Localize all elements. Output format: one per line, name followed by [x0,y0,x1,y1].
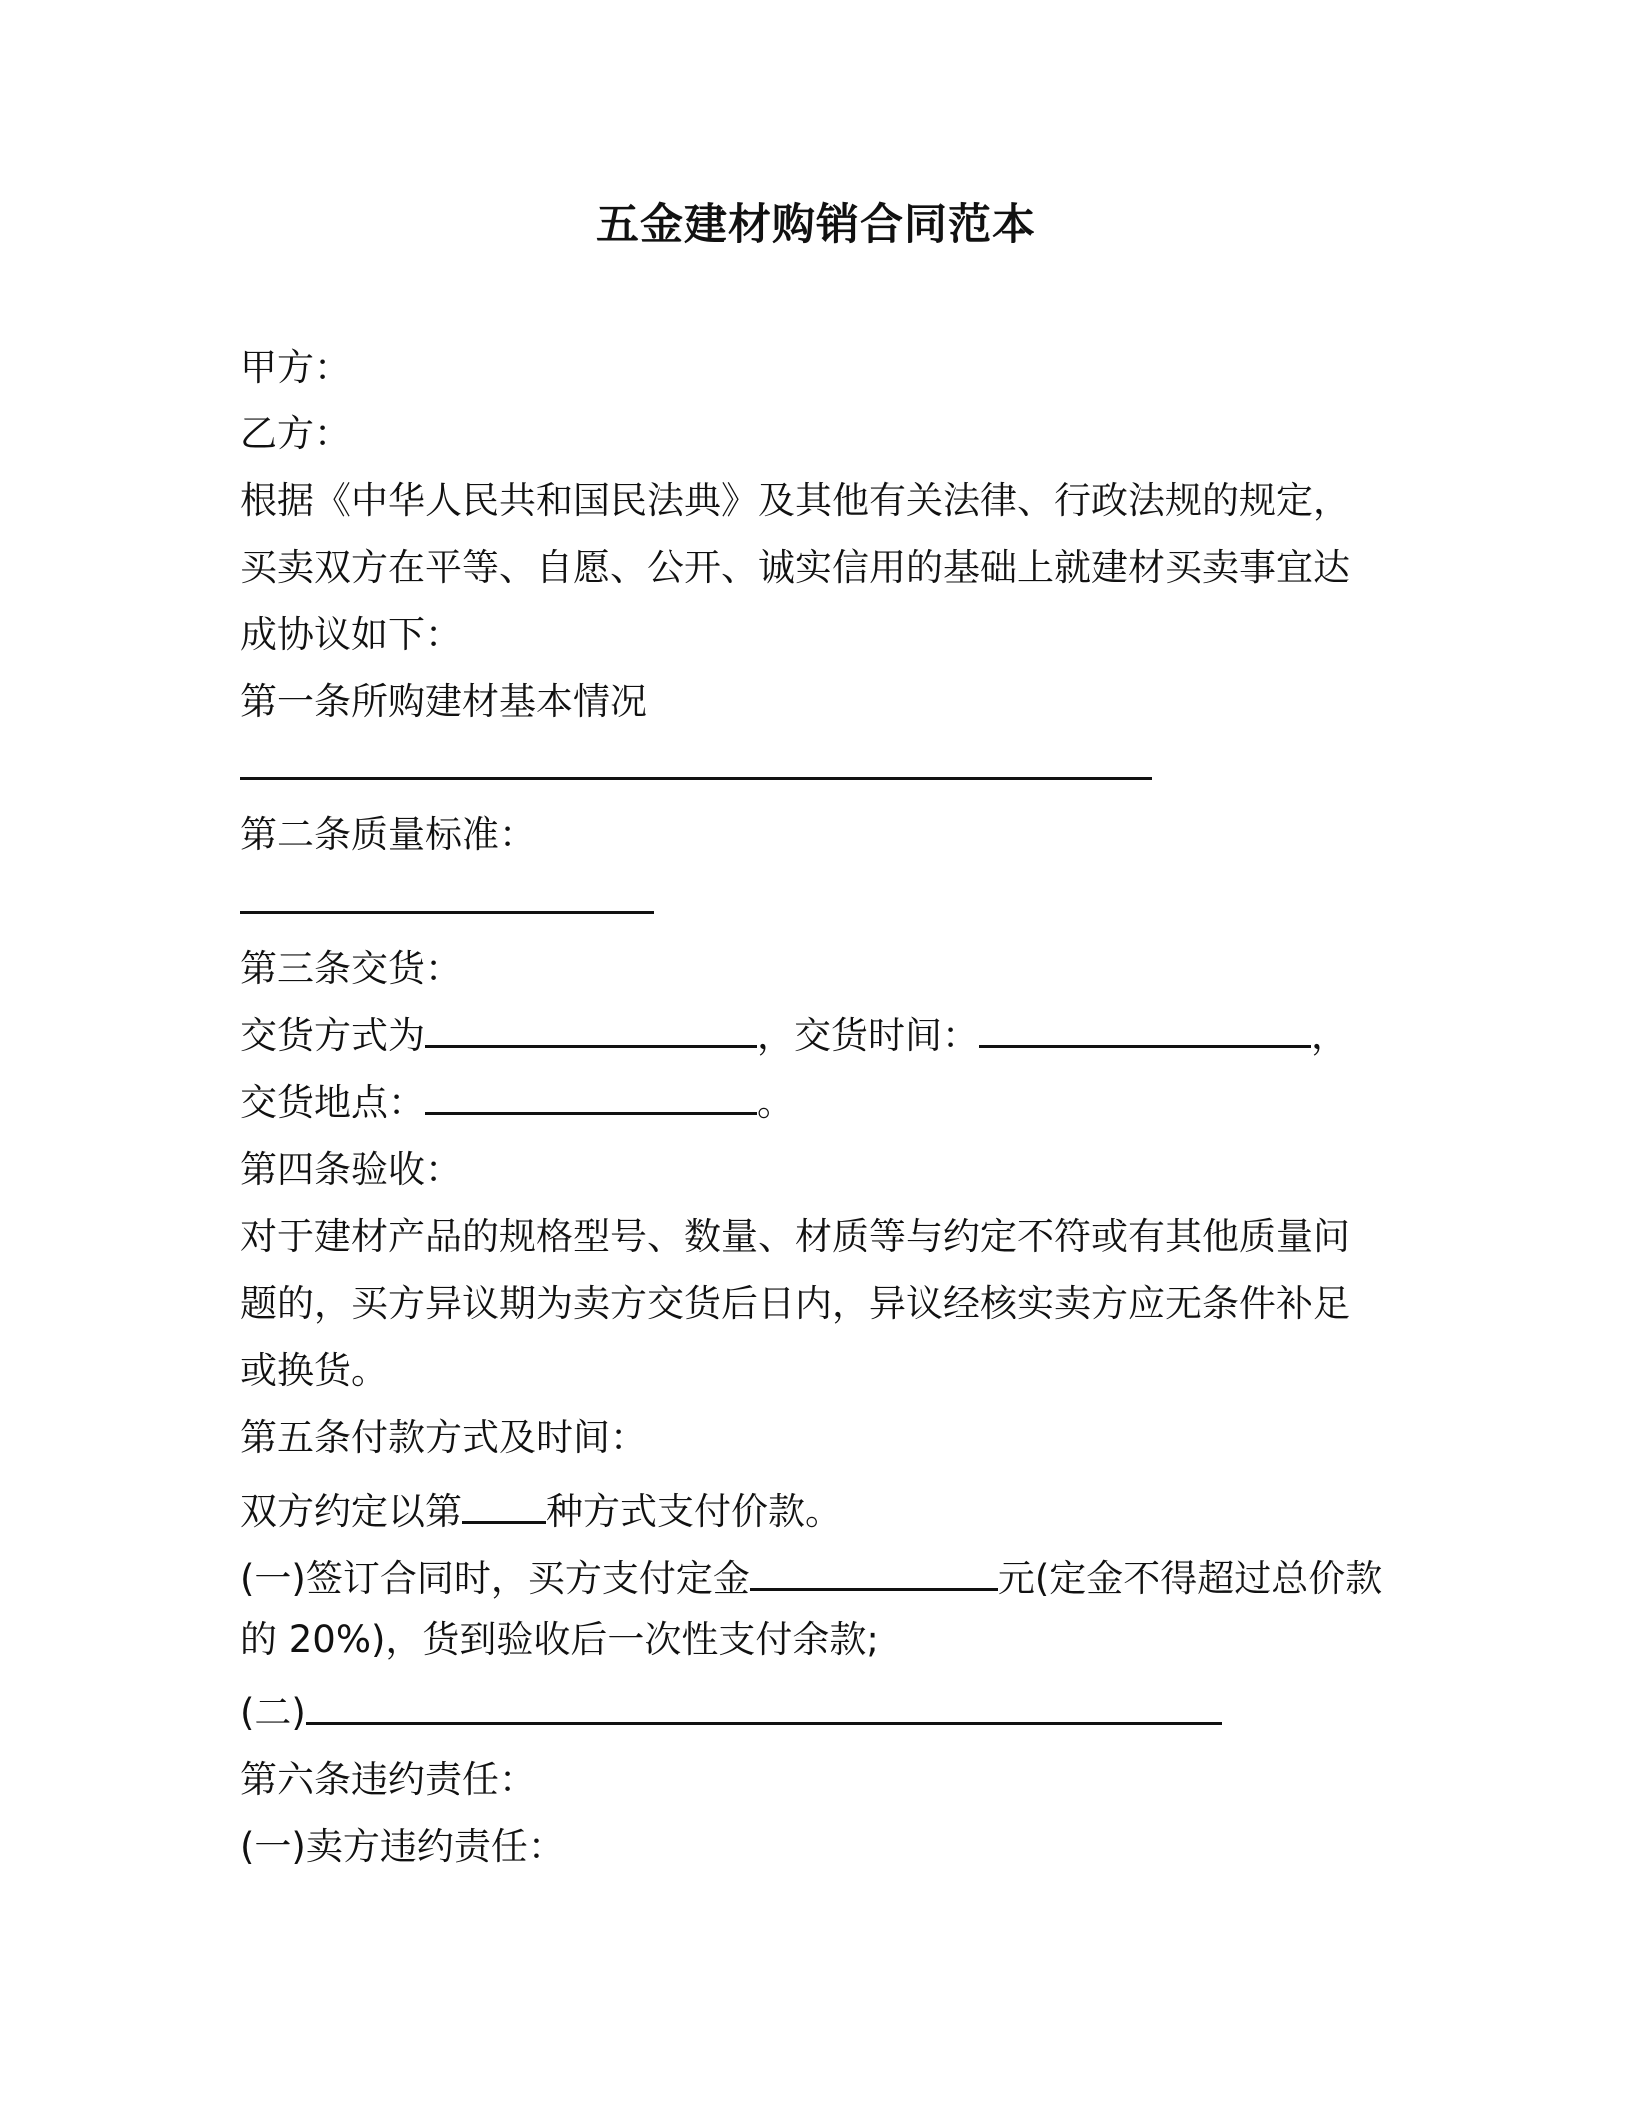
option-1-suffix: 元(定金不得超过总价款 [997,1557,1383,1600]
payment-agree-prefix: 双方约定以第 [240,1490,462,1533]
intro-line-1: 根据《中华人民共和国民法典》及其他有关法律、行政法规的规定， [240,479,1350,522]
deposit-amount-blank [750,1587,998,1591]
option-2-blank [306,1721,1222,1725]
document-title: 五金建材购销合同范本 [596,200,1036,250]
delivery-time-label: ，交货时间： [757,1014,979,1057]
intro-line-2: 买卖双方在平等、自愿、公开、诚实信用的基础上就建材买卖事宜达 [240,546,1350,589]
delivery-method-label: 交货方式为 [240,1014,425,1057]
party-a-label: 甲方： [240,346,351,389]
article-3-place-line [240,1075,794,1131]
article-1-blank-line [240,740,1152,796]
article-3-delivery-line [240,1008,1348,1064]
delivery-comma: ， [1311,1014,1348,1057]
delivery-place-blank [425,1111,757,1115]
article-5-option-2-line [240,1685,1222,1741]
payment-agree-suffix: 种方式支付价款。 [546,1490,842,1533]
option-1-prefix: (一)签订合同时，买方支付定金 [240,1557,750,1600]
article-6-seller-liability: (一)卖方违约责任： [240,1825,565,1868]
payment-method-blank [462,1520,546,1524]
article-4-body-3: 或换货。 [240,1349,388,1392]
delivery-method-blank [425,1044,757,1048]
article-3-heading: 第三条交货： [240,947,462,990]
option-2-prefix: (二) [240,1691,306,1734]
article-5-option-1-line-1 [240,1551,1382,1607]
article-5-agree-line [240,1484,842,1540]
party-b-label: 乙方： [240,412,351,455]
article-2-blank-line [240,874,654,930]
article-4-heading: 第四条验收： [240,1148,462,1191]
delivery-time-blank [979,1044,1311,1048]
article-6-heading: 第六条违约责任： [240,1758,536,1801]
article-2-heading: 第二条质量标准： [240,813,536,856]
intro-line-3: 成协议如下： [240,613,462,656]
article-4-body-1: 对于建材产品的规格型号、数量、材质等与约定不符或有其他质量问 [240,1215,1350,1258]
article-5-heading: 第五条付款方式及时间： [240,1416,647,1459]
delivery-period: 。 [757,1081,794,1124]
fill-in-blank [240,910,654,914]
article-4-body-2: 题的，买方异议期为卖方交货后日内，异议经核实卖方应无条件补足 [240,1282,1350,1325]
article-5-option-1-line-2: 的 20%)，货到验收后一次性支付余款; [240,1618,879,1661]
article-1-heading: 第一条所购建材基本情况 [240,680,647,723]
delivery-place-label: 交货地点： [240,1081,425,1124]
fill-in-blank [240,776,1152,780]
